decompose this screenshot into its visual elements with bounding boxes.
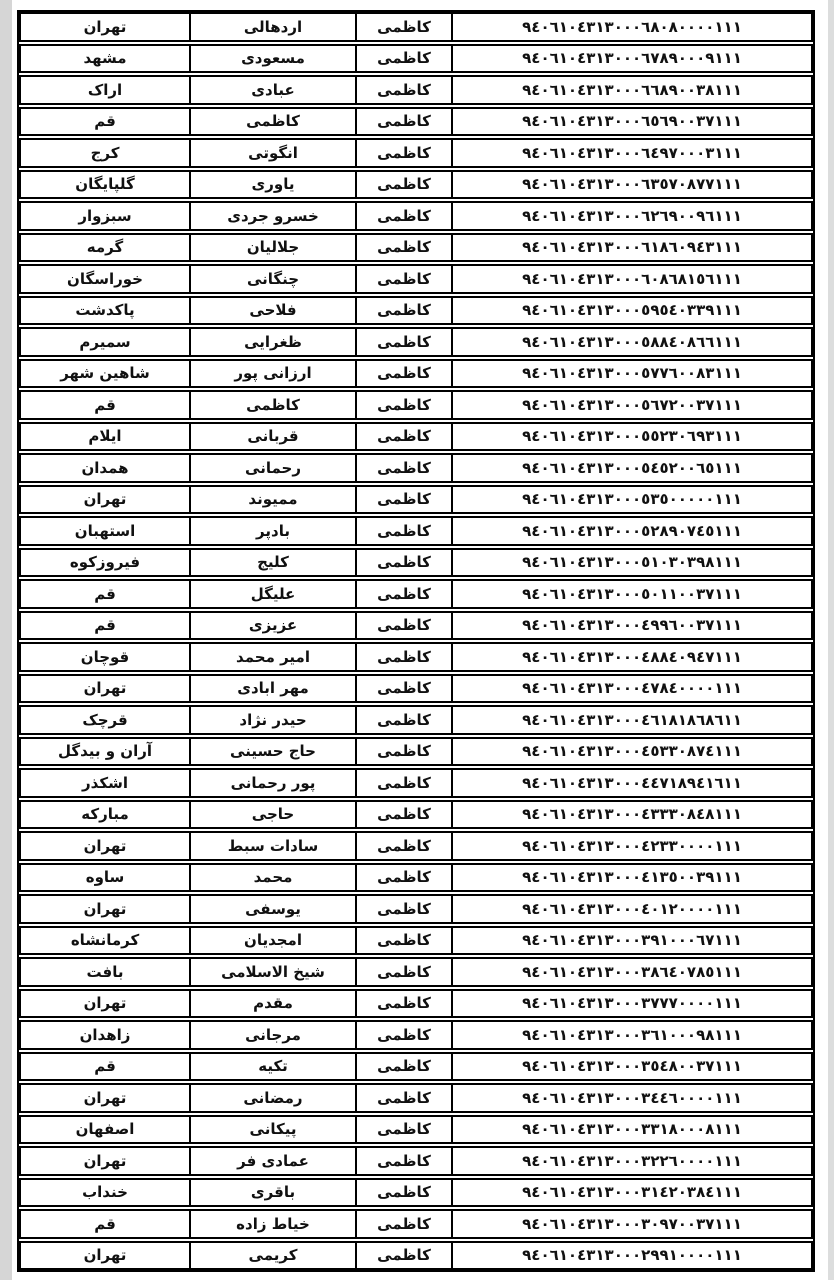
cell-family-name: علیگل: [189, 581, 355, 607]
cell-city: شاهین شهر: [60, 364, 150, 383]
cell-family-name: عزیزی: [189, 613, 355, 639]
cell-family-name: امجدیان: [189, 928, 355, 954]
tracking-number-value: ٩٤٠٦١٠٤٣١٣٠٠٠٦٥٦٩٠٠٣٧١١١: [522, 112, 742, 131]
cell-tracking-number: [451, 424, 811, 450]
cell-family-name: حاج حسینی: [189, 739, 355, 765]
cell-tracking-number: [451, 203, 811, 229]
cell-city: قم: [94, 616, 116, 635]
table-row: [19, 926, 813, 956]
cell-city: ایلام: [88, 427, 122, 446]
cell-city: تهران: [83, 1151, 127, 1170]
cell-family-name: جلالیان: [189, 235, 355, 261]
tracking-number-value: ٩٤٠٦١٠٤٣١٣٠٠٠٦٧٨٩٠٠٠٩١١١: [522, 49, 742, 68]
tracking-number-value: ٩٤٠٦١٠٤٣١٣٠٠٠٥٤٥٢٠٠٦٥١١١: [522, 458, 742, 477]
cell-tracking-number: [451, 550, 811, 576]
cell-tracking-number: [451, 1148, 811, 1174]
scan-edge-left: [0, 0, 12, 1280]
cell-family-name: ظغرایی: [189, 329, 355, 355]
cell-surname: کاظمی: [355, 46, 451, 72]
cell-surname: کاظمی: [355, 644, 451, 670]
cell-surname: کاظمی: [355, 896, 451, 922]
table-row: [19, 548, 813, 578]
cell-tracking-number: [451, 1117, 811, 1143]
cell-tracking-number: [451, 77, 811, 103]
cell-city: قوچان: [80, 647, 130, 666]
scan-edge-right: [828, 0, 834, 1280]
data-table: [17, 10, 815, 1272]
tracking-number-value: ٩٤٠٦١٠٤٣١٣٠٠٠٥٠١١٠٠٣٧١١١: [522, 584, 742, 603]
tracking-number-value: ٩٤٠٦١٠٤٣١٣٠٠٠٦١٨٦٠٩٤٣١١١: [522, 238, 742, 257]
cell-family-name: مسعودی: [189, 46, 355, 72]
cell-surname: کاظمی: [355, 770, 451, 796]
cell-city: تهران: [83, 899, 127, 918]
cell-city: تهران: [83, 994, 127, 1013]
tracking-number-value: ٩٤٠٦١٠٤٣١٣٠٠٠٥٩٥٤٠٣٣٩١١١: [522, 301, 742, 320]
cell-tracking-number: [451, 833, 811, 859]
cell-surname: کاظمی: [355, 1117, 451, 1143]
table-row: [19, 705, 813, 735]
tracking-number-value: ٩٤٠٦١٠٤٣١٣٠٠٠٢٩٩١٠٠٠٠١١١: [522, 1246, 742, 1265]
cell-city: مشهد: [83, 49, 127, 68]
cell-surname: کاظمی: [355, 959, 451, 985]
cell-city: خوراسگان: [67, 269, 143, 288]
tracking-number-value: ٩٤٠٦١٠٤٣١٣٠٠٠٥١٠٣٠٣٩٨١١١: [522, 553, 742, 572]
cell-surname: کاظمی: [355, 1085, 451, 1111]
table-row: [19, 894, 813, 924]
tracking-number-value: ٩٤٠٦١٠٤٣١٣٠٠٠٣٦١٠٠٠٩٨١١١: [522, 1025, 742, 1044]
cell-surname: کاظمی: [355, 1211, 451, 1237]
cell-tracking-number: [451, 235, 811, 261]
cell-tracking-number: [451, 928, 811, 954]
cell-family-name: پیکانی: [189, 1117, 355, 1143]
table-row: [19, 201, 813, 231]
cell-tracking-number: [451, 896, 811, 922]
cell-city: زاهدان: [79, 1025, 131, 1044]
cell-surname: کاظمی: [355, 1148, 451, 1174]
table-row: [19, 12, 813, 42]
cell-city: قم: [94, 1214, 116, 1233]
cell-surname: کاظمی: [355, 392, 451, 418]
table-row: [19, 107, 813, 137]
table-row: [19, 359, 813, 389]
table-row: [19, 296, 813, 326]
table-row: [19, 485, 813, 515]
tracking-number-value: ٩٤٠٦١٠٤٣١٣٠٠٠٥٥٢٣٠٦٩٣١١١: [522, 427, 742, 446]
cell-city: ساوه: [85, 868, 125, 887]
table-row: [19, 390, 813, 420]
cell-surname: کاظمی: [355, 676, 451, 702]
cell-tracking-number: [451, 487, 811, 513]
cell-tracking-number: [451, 392, 811, 418]
cell-family-name: ممیوند: [189, 487, 355, 513]
cell-city: فیروزکوه: [69, 553, 141, 572]
tracking-number-value: ٩٤٠٦١٠٤٣١٣٠٠٠٦٣٥٧٠٨٧٧١١١: [522, 175, 742, 194]
cell-tracking-number: [451, 770, 811, 796]
cell-surname: کاظمی: [355, 361, 451, 387]
cell-city: کرمانشاه: [70, 931, 140, 950]
cell-tracking-number: [451, 361, 811, 387]
tracking-number-value: ٩٤٠٦١٠٤٣١٣٠٠٠٥٢٨٩٠٧٤٥١١١: [522, 521, 742, 540]
table-row: [19, 264, 813, 294]
table-row: [19, 1052, 813, 1082]
tracking-number-value: ٩٤٠٦١٠٤٣١٣٠٠٠٣٧٧٧٠٠٠٠١١١: [522, 994, 742, 1013]
cell-surname: کاظمی: [355, 424, 451, 450]
cell-city: قم: [94, 395, 116, 414]
cell-surname: کاظمی: [355, 833, 451, 859]
cell-family-name: ارزانی پور: [189, 361, 355, 387]
cell-city: تهران: [83, 1246, 127, 1265]
tracking-number-value: ٩٤٠٦١٠٤٣١٣٠٠٠٣٢٢٦٠٠٠٠١١١: [522, 1151, 742, 1170]
cell-tracking-number: [451, 1022, 811, 1048]
table-row: [19, 138, 813, 168]
cell-family-name: رمضانی: [189, 1085, 355, 1111]
table-row: [19, 863, 813, 893]
cell-family-name: مرجانی: [189, 1022, 355, 1048]
cell-family-name: تکیه: [189, 1054, 355, 1080]
cell-surname: کاظمی: [355, 298, 451, 324]
table-row: [19, 1020, 813, 1050]
cell-surname: کاظمی: [355, 487, 451, 513]
table-row: [19, 579, 813, 609]
table-row: [19, 1209, 813, 1239]
cell-family-name: حاجی: [189, 802, 355, 828]
cell-surname: کاظمی: [355, 109, 451, 135]
cell-tracking-number: [451, 959, 811, 985]
cell-family-name: خیاط زاده: [189, 1211, 355, 1237]
cell-family-name: کاظمی: [189, 109, 355, 135]
cell-tracking-number: [451, 518, 811, 544]
cell-tracking-number: [451, 172, 811, 198]
cell-city: کرج: [90, 143, 120, 162]
tracking-number-value: ٩٤٠٦١٠٤٣١٣٠٠٠٤٧٨٤٠٠٠٠١١١: [522, 679, 742, 698]
cell-surname: کاظمی: [355, 802, 451, 828]
table-row: [19, 737, 813, 767]
cell-surname: کاظمی: [355, 928, 451, 954]
cell-family-name: باقری: [189, 1180, 355, 1206]
cell-family-name: کلیج: [189, 550, 355, 576]
cell-family-name: سادات سبط: [189, 833, 355, 859]
tracking-number-value: ٩٤٠٦١٠٤٣١٣٠٠٠٥٧٧٦٠٠٨٣١١١: [522, 364, 742, 383]
table-row: [19, 327, 813, 357]
cell-tracking-number: [451, 802, 811, 828]
table-row: [19, 170, 813, 200]
cell-surname: کاظمی: [355, 455, 451, 481]
cell-surname: کاظمی: [355, 77, 451, 103]
cell-city: قم: [94, 584, 116, 603]
tracking-number-value: ٩٤٠٦١٠٤٣١٣٠٠٠٣٥٤٨٠٠٣٧١١١: [522, 1057, 742, 1076]
table-row: [19, 611, 813, 641]
cell-tracking-number: [451, 1211, 811, 1237]
table-row: [19, 75, 813, 105]
cell-family-name: شیخ الاسلامی: [189, 959, 355, 985]
cell-tracking-number: [451, 329, 811, 355]
tracking-number-value: ٩٤٠٦١٠٤٣١٣٠٠٠٣٤٤٦٠٠٠٠١١١: [522, 1088, 742, 1107]
cell-family-name: چنگانی: [189, 266, 355, 292]
table-row: [19, 1178, 813, 1208]
cell-surname: کاظمی: [355, 14, 451, 40]
cell-surname: کاظمی: [355, 550, 451, 576]
cell-family-name: خسرو جردی: [189, 203, 355, 229]
table-row: [19, 1083, 813, 1113]
table-row: [19, 800, 813, 830]
cell-family-name: یاوری: [189, 172, 355, 198]
tracking-number-value: ٩٤٠٦١٠٤٣١٣٠٠٠٣٣١٨٠٠٠٨١١١: [522, 1120, 742, 1139]
cell-city: سبزوار: [78, 206, 132, 225]
cell-family-name: مقدم: [189, 991, 355, 1017]
tracking-number-value: ٩٤٠٦١٠٤٣١٣٠٠٠٤٩٩٦٠٠٣٧١١١: [522, 616, 742, 635]
table-row: [19, 642, 813, 672]
cell-family-name: رحمانی: [189, 455, 355, 481]
cell-city: قم: [94, 112, 116, 131]
cell-family-name: انگوتی: [189, 140, 355, 166]
table-row: [19, 1241, 813, 1271]
cell-city: بافت: [86, 962, 124, 981]
cell-surname: کاظمی: [355, 613, 451, 639]
cell-tracking-number: [451, 676, 811, 702]
cell-tracking-number: [451, 707, 811, 733]
tracking-number-value: ٩٤٠٦١٠٤٣١٣٠٠٠٥٣٥٠٠٠٠٠١١١: [522, 490, 742, 509]
table-row: [19, 1115, 813, 1145]
cell-tracking-number: [451, 1054, 811, 1080]
tracking-number-value: ٩٤٠٦١٠٤٣١٣٠٠٠٤١٣٥٠٠٣٩١١١: [522, 868, 742, 887]
tracking-number-value: ٩٤٠٦١٠٤٣١٣٠٠٠٤٢٣٣٠٠٠٠١١١: [522, 836, 742, 855]
table-row: [19, 516, 813, 546]
cell-surname: کاظمی: [355, 203, 451, 229]
cell-city: تهران: [83, 490, 127, 509]
cell-surname: کاظمی: [355, 140, 451, 166]
table-row: [19, 453, 813, 483]
cell-surname: کاظمی: [355, 172, 451, 198]
cell-surname: کاظمی: [355, 739, 451, 765]
tracking-number-value: ٩٤٠٦١٠٤٣١٣٠٠٠٤٦١٨١٨٦٨٦١١: [522, 710, 742, 729]
cell-surname: کاظمی: [355, 865, 451, 891]
tracking-number-value: ٩٤٠٦١٠٤٣١٣٠٠٠٦٦٨٩٠٠٣٨١١١: [522, 80, 742, 99]
cell-surname: کاظمی: [355, 1180, 451, 1206]
cell-tracking-number: [451, 455, 811, 481]
cell-family-name: یوسفی: [189, 896, 355, 922]
cell-family-name: کریمی: [189, 1243, 355, 1269]
cell-city: تهران: [83, 17, 127, 36]
table-row: [19, 233, 813, 263]
cell-city: آران و بیدگل: [57, 742, 153, 761]
tracking-number-value: ٩٤٠٦١٠٤٣١٣٠٠٠٦٤٩٧٠٠٠٣١١١: [522, 143, 742, 162]
cell-family-name: عبادی: [189, 77, 355, 103]
cell-surname: کاظمی: [355, 329, 451, 355]
table-row: [19, 989, 813, 1019]
cell-family-name: محمد: [189, 865, 355, 891]
cell-family-name: کاظمی: [189, 392, 355, 418]
table-row: [19, 674, 813, 704]
tracking-number-value: ٩٤٠٦١٠٤٣١٣٠٠٠٤٠١٢٠٠٠٠١١١: [522, 899, 742, 918]
cell-tracking-number: [451, 1243, 811, 1269]
cell-family-name: فلاحی: [189, 298, 355, 324]
cell-surname: کاظمی: [355, 1054, 451, 1080]
cell-tracking-number: [451, 140, 811, 166]
cell-surname: کاظمی: [355, 1022, 451, 1048]
cell-surname: کاظمی: [355, 518, 451, 544]
cell-city: قرچک: [82, 710, 128, 729]
cell-city: قم: [94, 1057, 116, 1076]
cell-surname: کاظمی: [355, 707, 451, 733]
cell-tracking-number: [451, 1180, 811, 1206]
table-row: [19, 422, 813, 452]
tracking-number-value: ٩٤٠٦١٠٤٣١٣٠٠٠٤٤٧١٨٩٤١٦١١: [522, 773, 742, 792]
cell-surname: کاظمی: [355, 581, 451, 607]
table-row: [19, 957, 813, 987]
cell-family-name: عمادی فر: [189, 1148, 355, 1174]
cell-surname: کاظمی: [355, 991, 451, 1017]
tracking-number-value: ٩٤٠٦١٠٤٣١٣٠٠٠٦٨٠٨٠٠٠٠١١١: [522, 17, 742, 36]
cell-family-name: بادپر: [189, 518, 355, 544]
tracking-number-value: ٩٤٠٦١٠٤٣١٣٠٠٠٣٩١٠٠٠٦٧١١١: [522, 931, 742, 950]
cell-tracking-number: [451, 991, 811, 1017]
cell-tracking-number: [451, 14, 811, 40]
table-row: [19, 44, 813, 74]
cell-tracking-number: [451, 109, 811, 135]
cell-tracking-number: [451, 613, 811, 639]
cell-city: اصفهان: [75, 1120, 135, 1139]
cell-city: گلپایگان: [75, 175, 135, 194]
cell-city: تهران: [83, 679, 127, 698]
cell-tracking-number: [451, 266, 811, 292]
cell-city: تهران: [83, 1088, 127, 1107]
cell-city: اراک: [87, 80, 123, 99]
tracking-number-value: ٩٤٠٦١٠٤٣١٣٠٠٠٦٢٦٩٠٠٩٦١١١: [522, 206, 742, 225]
cell-surname: کاظمی: [355, 266, 451, 292]
cell-surname: کاظمی: [355, 235, 451, 261]
cell-family-name: اردهالی: [189, 14, 355, 40]
cell-tracking-number: [451, 644, 811, 670]
cell-family-name: مهر ابادی: [189, 676, 355, 702]
cell-tracking-number: [451, 739, 811, 765]
cell-city: اشکذر: [82, 773, 128, 792]
cell-tracking-number: [451, 865, 811, 891]
tracking-number-value: ٩٤٠٦١٠٤٣١٣٠٠٠٥٦٧٢٠٠٣٧١١١: [522, 395, 742, 414]
tracking-number-value: ٩٤٠٦١٠٤٣١٣٠٠٠٥٨٨٤٠٨٦٦١١١: [522, 332, 742, 351]
tracking-number-value: ٩٤٠٦١٠٤٣١٣٠٠٠٤٨٨٤٠٩٤٧١١١: [522, 647, 742, 666]
cell-tracking-number: [451, 581, 811, 607]
cell-city: همدان: [81, 458, 129, 477]
cell-tracking-number: [451, 46, 811, 72]
tracking-number-value: ٩٤٠٦١٠٤٣١٣٠٠٠٤٥٣٣٠٨٧٤١١١: [522, 742, 742, 761]
cell-city: پاکدشت: [75, 301, 135, 320]
cell-family-name: پور رحمانی: [189, 770, 355, 796]
cell-family-name: امیر محمد: [189, 644, 355, 670]
cell-city: گرمه: [86, 238, 124, 257]
cell-family-name: قربانی: [189, 424, 355, 450]
cell-city: مبارکه: [81, 805, 129, 824]
cell-tracking-number: [451, 1085, 811, 1111]
table-row: [19, 768, 813, 798]
cell-family-name: حیدر نژاد: [189, 707, 355, 733]
table-row: [19, 1146, 813, 1176]
tracking-number-value: ٩٤٠٦١٠٤٣١٣٠٠٠٣٨٦٤٠٧٨٥١١١: [522, 962, 742, 981]
tracking-number-value: ٩٤٠٦١٠٤٣١٣٠٠٠٣٠٩٧٠٠٣٧١١١: [522, 1214, 742, 1233]
tracking-number-value: ٩٤٠٦١٠٤٣١٣٠٠٠٣١٤٢٠٣٨٤١١١: [522, 1183, 742, 1202]
cell-surname: کاظمی: [355, 1243, 451, 1269]
table-row: [19, 831, 813, 861]
tracking-number-value: ٩٤٠٦١٠٤٣١٣٠٠٠٦٠٨٦٨١٥٦١١١: [522, 269, 742, 288]
cell-city: سمیرم: [79, 332, 131, 351]
cell-city: خنداب: [82, 1183, 128, 1202]
cell-city: استهبان: [74, 521, 136, 540]
tracking-number-value: ٩٤٠٦١٠٤٣١٣٠٠٠٤٣٣٣٠٨٤٨١١١: [522, 805, 742, 824]
cell-city: تهران: [83, 836, 127, 855]
cell-tracking-number: [451, 298, 811, 324]
